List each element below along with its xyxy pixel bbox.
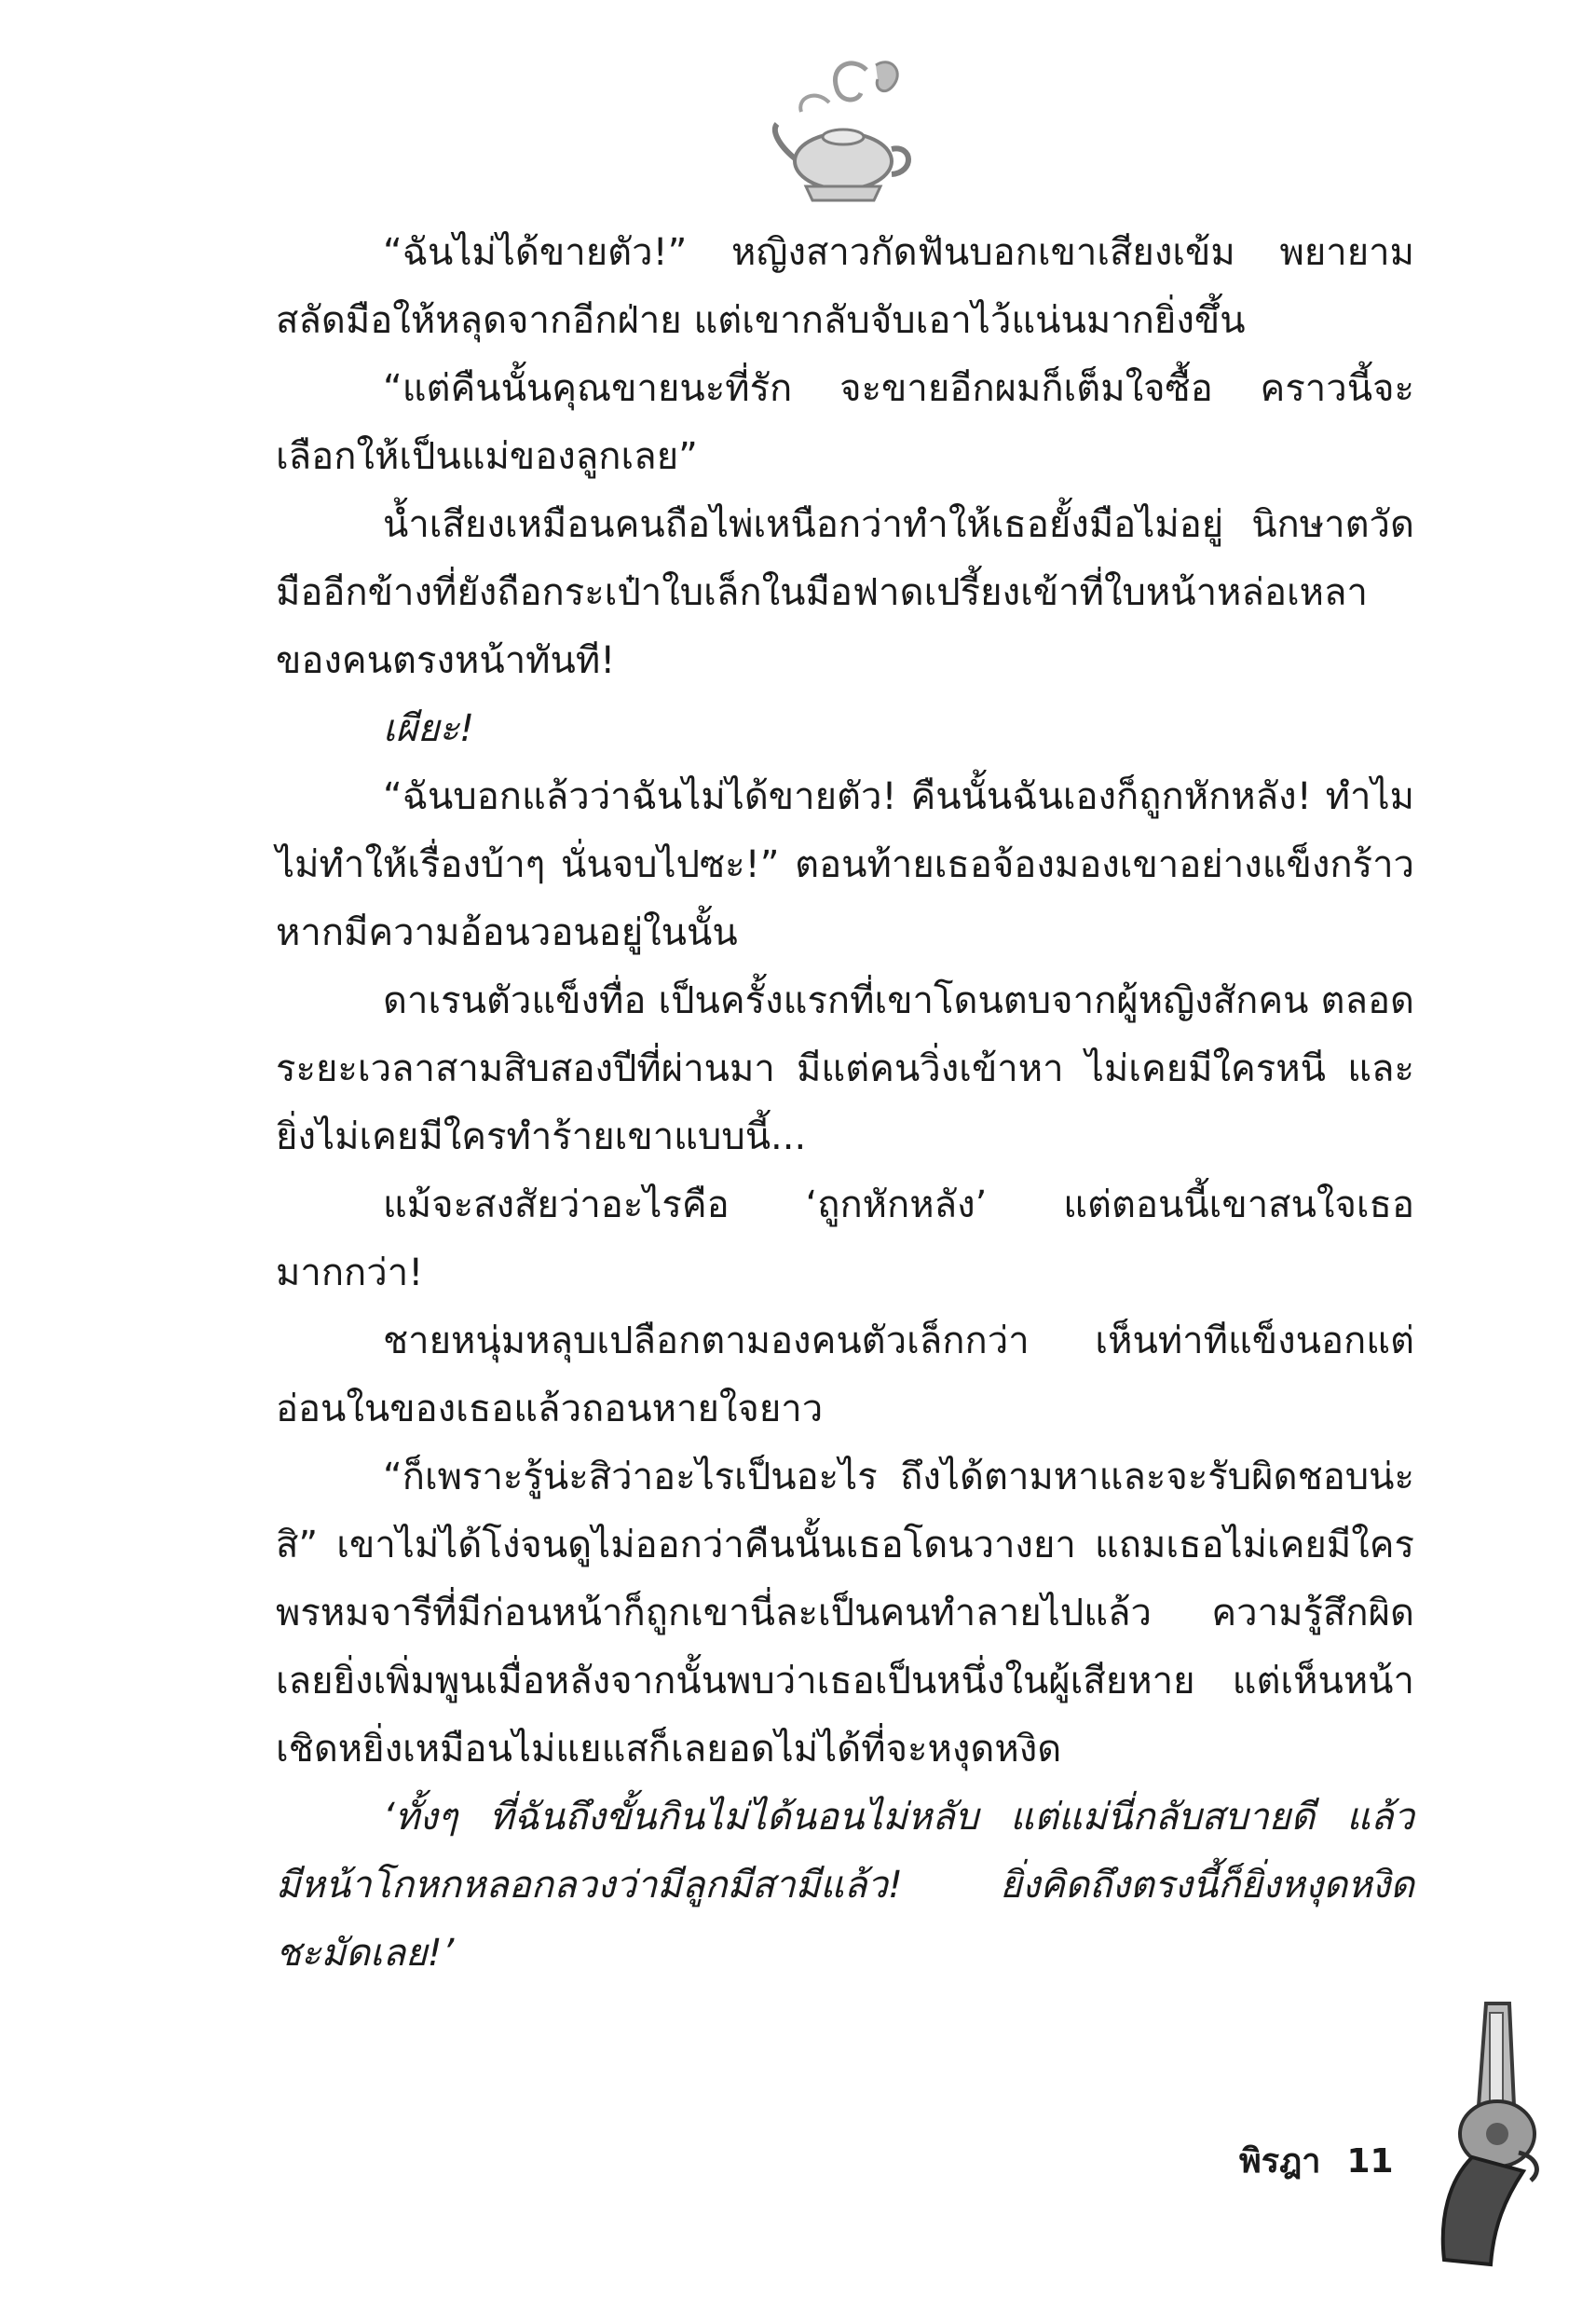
paragraph: “ฉันไม่ได้ขายตัว!” หญิงสาวกัดฟันบอกเขาเสียงเข้ม พยายามสลัดมือให้หลุดจากอีกฝ่าย แต่เขากลับจับเอาไว้แน่นมากยิ่งขึ้น xyxy=(276,231,1414,342)
paragraph: “แต่คืนนั้นคุณขายนะที่รัก จะขายอีกผมก็เต็มใจซื้อ คราวนี้จะเลือกให้เป็นแม่ของลูกเลย” xyxy=(276,367,1414,478)
author-name: พิรฎา xyxy=(1239,2142,1321,2181)
paragraph: “ฉันบอกแล้วว่าฉันไม่ได้ขายตัว! คืนนั้นฉันเองก็ถูกหักหลัง! ทำไมไม่ทำให้เรื่องบ้าๆ นั่นจบไปซะ!” ตอนท้ายเธอจ้องมองเขาอย่างแข็งกร้าว หากมีความอ้อนวอนอยู่ในนั้น xyxy=(276,775,1414,954)
revolver-icon xyxy=(1421,1994,1561,2274)
page-number: 11 xyxy=(1346,2142,1394,2181)
paragraph: แม้จะสงสัยว่าอะไรคือ ‘ถูกหักหลัง’ แต่ตอนนี้เขาสนใจเธอมากกว่า! xyxy=(276,1183,1414,1294)
paragraph: น้ำเสียงเหมือนคนถือไพ่เหนือกว่าทำให้เธอยั้งมือไม่อยู่ นิกษาตวัดมืออีกข้างที่ยังถือกระเป๋าใบเล็กในมือฟาดเปรี้ยงเข้าที่ใบหน้าหล่อเหลาของคนตรงหน้าทันที! xyxy=(276,503,1414,682)
story-text xyxy=(276,219,1414,1988)
paragraph: “ก็เพราะรู้น่ะสิว่าอะไรเป็นอะไร ถึงได้ตามหาและจะรับผิดชอบน่ะสิ” เขาไม่ได้โง่จนดูไม่ออกว่าคืนนั้นเธอโดนวางยา แถมเธอไม่เคยมีใคร พรหมจารีที่มีก่อนหน้าก็ถูกเขานี่ละเป็นคนทำลายไปแล้ว ความรู้สึกผิดเลยยิ่งเพิ่มพูนเมื่อหลังจากนั้นพบว่าเธอเป็นหนึ่งในผู้เสียหาย แต่เห็นหน้าเชิดหยิ่งเหมือนไม่แยแสก็เลยอดไม่ได้ที่จะหงุดหงิด xyxy=(276,1456,1414,1771)
paragraph: เผียะ! xyxy=(383,707,475,750)
teapot-logo-icon xyxy=(764,51,922,214)
paragraph: ดาเรนตัวแข็งทื่อ เป็นครั้งแรกที่เขาโดนตบจากผู้หญิงสักคน ตลอดระยะเวลาสามสิบสองปีที่ผ่านมา มีแต่คนวิ่งเข้าหา ไม่เคยมีใครหนี และยิ่งไม่เคยมีใครทำร้ายเขาแบบนี้... xyxy=(276,979,1414,1158)
paragraph: ‘ทั้งๆ ที่ฉันถึงขั้นกินไม่ได้นอนไม่หลับ แต่แม่นี่กลับสบายดี แล้วมีหน้าโกหกหลอกลวงว่ามีลูกมีสามีแล้ว! ยิ่งคิดถึงตรงนี้ก็ยิ่งหงุดหงิดชะมัดเลย!’ xyxy=(276,1796,1414,1975)
page-footer xyxy=(1239,2134,1394,2187)
paragraph: ชายหนุ่มหลุบเปลือกตามองคนตัวเล็กกว่า เห็นท่าทีแข็งนอกแต่อ่อนในของเธอแล้วถอนหายใจยาว xyxy=(276,1320,1414,1430)
